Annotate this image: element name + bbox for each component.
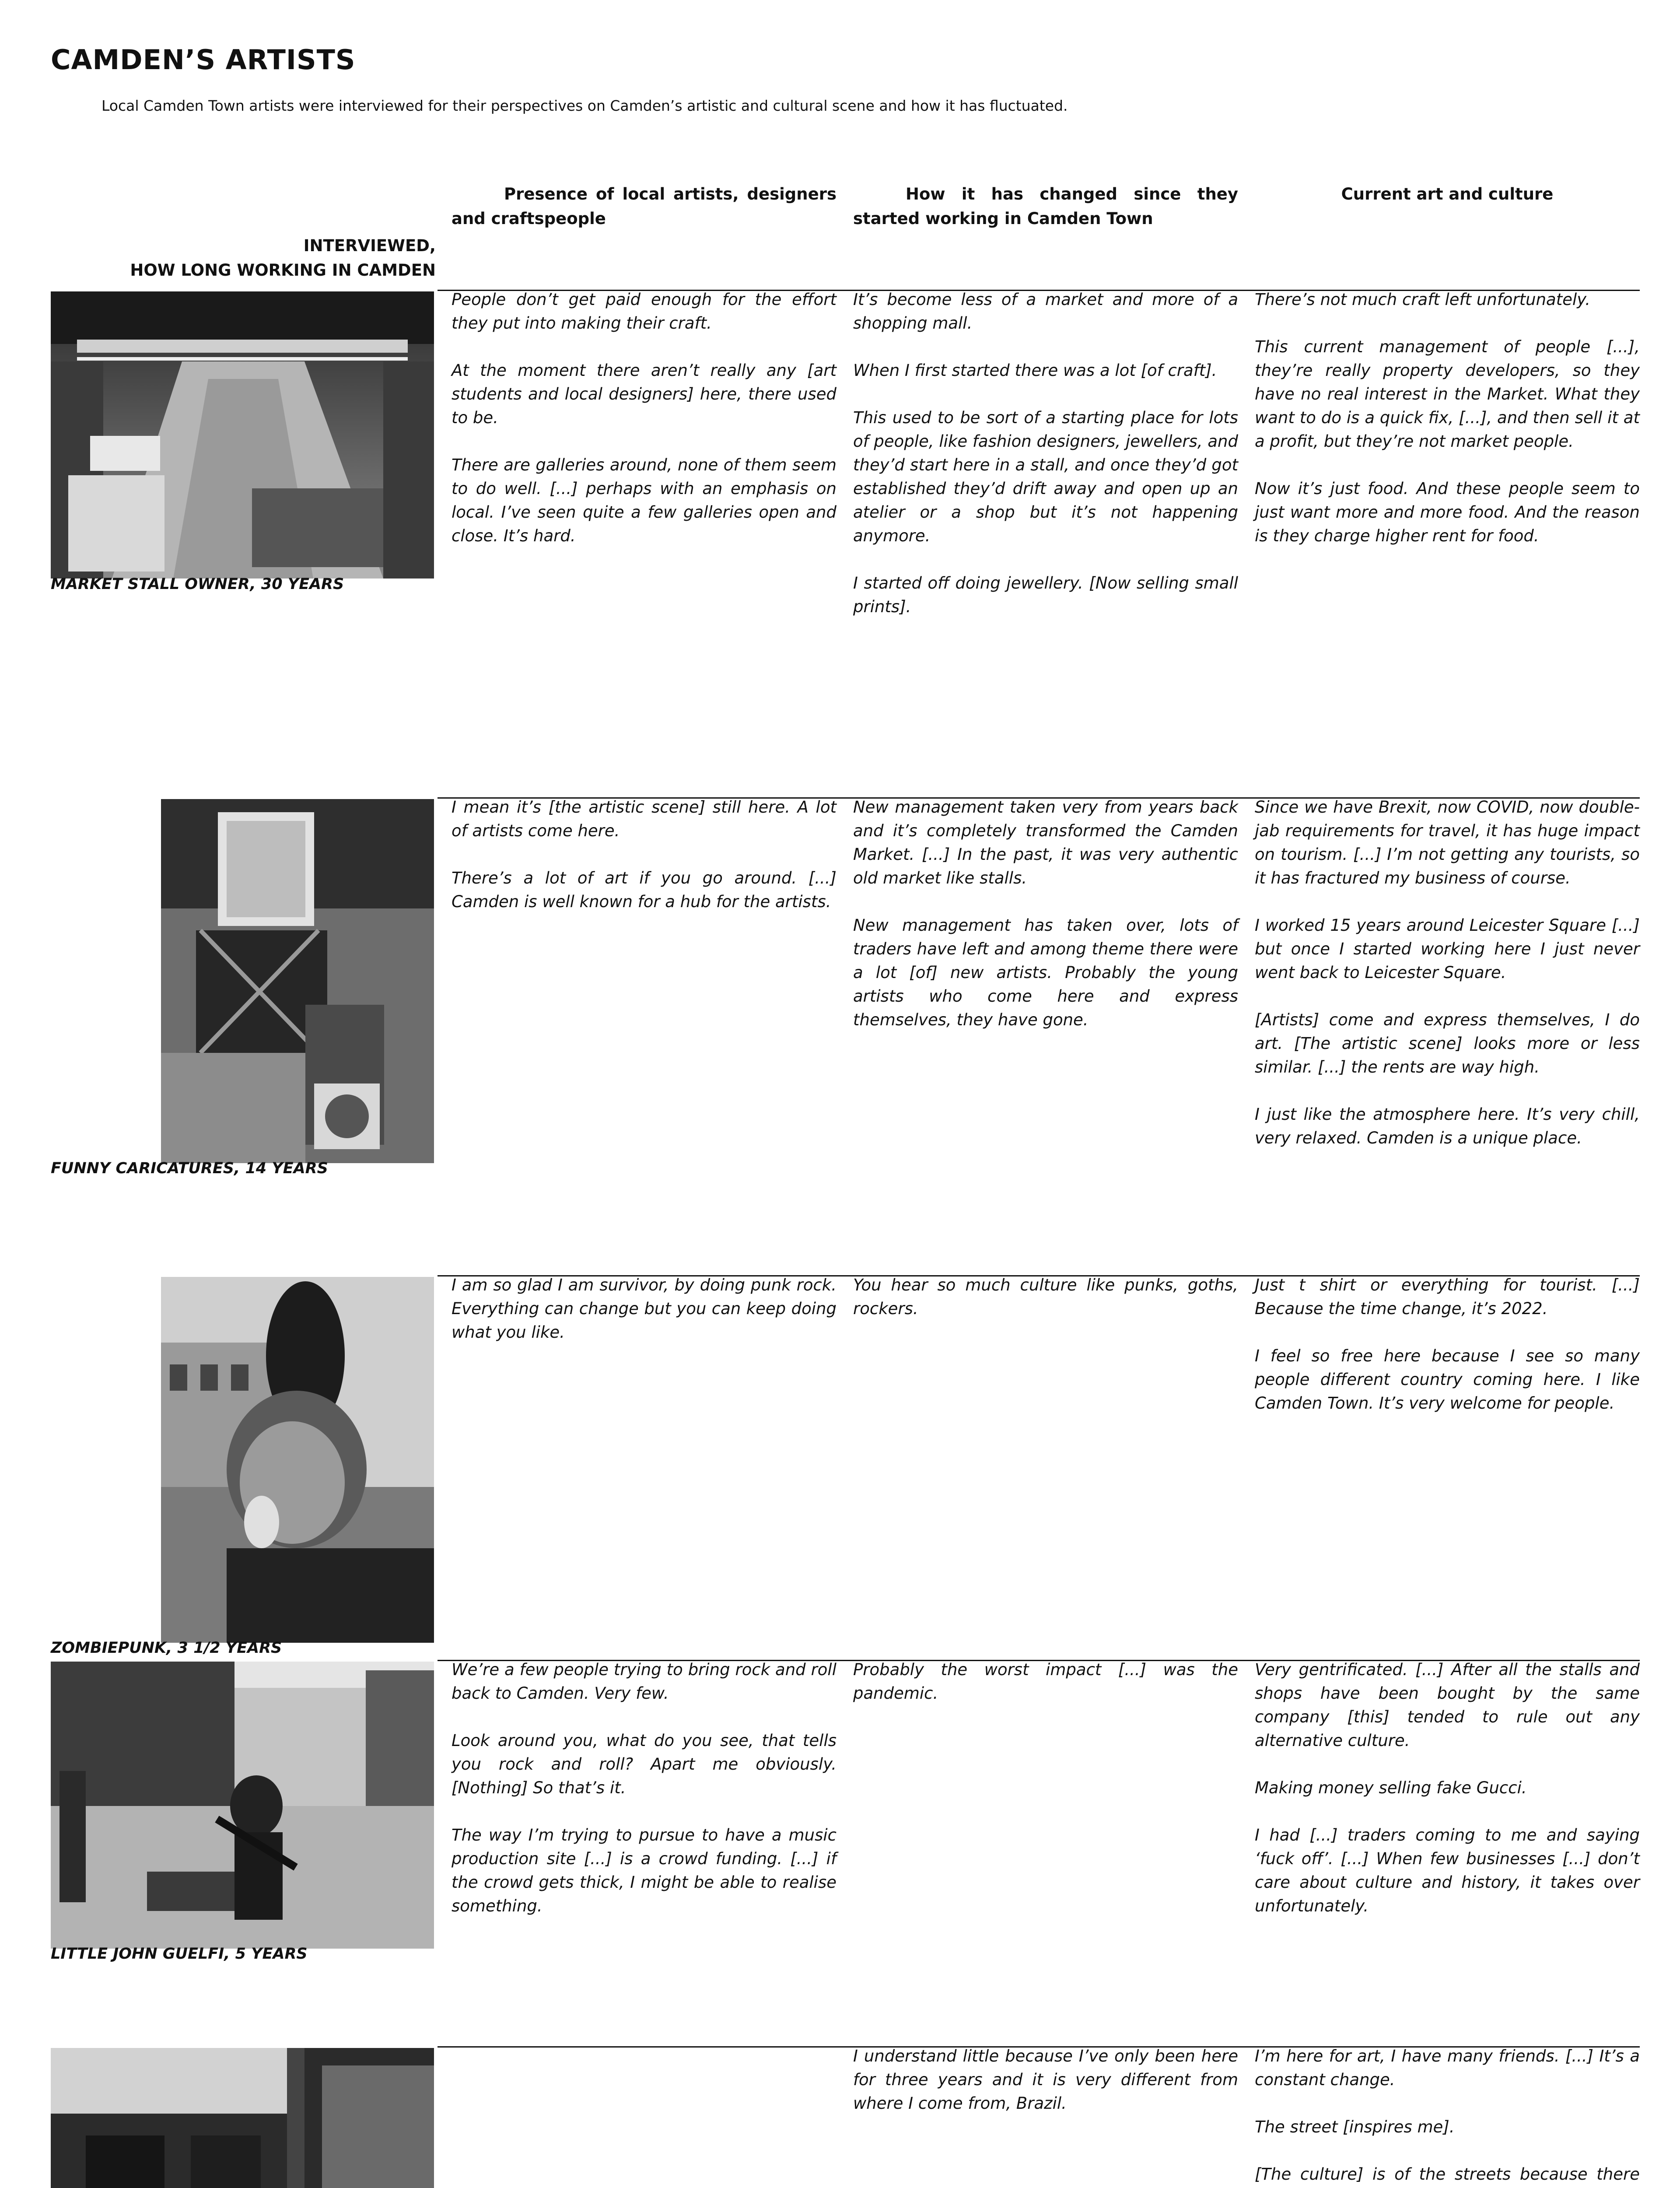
row5-change-text: I understand little because I’ve only been here for three years and it is very different from where I come from, Brazil. xyxy=(853,2047,1238,2113)
row1-change-text: It’s become less of a market and more of a shopping mall. When I first started there was a lot [of craft]. This used to be sort of a starting place for lots of people, like fashion designers, jewellers, and they’d start here in a stall, and once they’d got established they’d drift away and open up an atelier or a shop but it’s not happening anymore. I started off doing jewellery. [Now selling small prints]. xyxy=(853,290,1238,616)
interviewee-caption: MARKET STALL OWNER, 30 YEARS xyxy=(51,575,344,593)
interviewee-caption: LITTLE JOHN GUELFI, 5 YEARS xyxy=(51,1945,308,1963)
page-subtitle: Local Camden Town artists were interviewed for their perspectives on Camden’s artistic and cultural scene and how it has fluctuated. xyxy=(102,97,1068,114)
interviewee-caption: ZOMBIEPUNK, 3 1/2 YEARS xyxy=(51,1639,282,1657)
column-header-presence: Presence of local artists, designers and craftspeople xyxy=(452,185,836,228)
interviewee-caption: FUNNY CARICATURES, 14 YEARS xyxy=(51,1160,328,1177)
row2-change-text: New management taken very from years back and it’s completely transformed the Camden Market. [...] In the past, it was very authentic old market like stalls. New management has taken over, lots of traders have left and among theme there were a lot [of] new artists. Probably the young artists who come here and express themselves, they have gone. xyxy=(853,798,1238,1029)
row4-current-text: Very gentrificated. [...] After all the stalls and shops have been bought by the same company [this] tended to rule out any alternative culture. Making money selling fake Gucci. I had [...] traders coming to me and saying ‘fuck off’. [...] When few businesses [...] don’t care about culture and history, it takes over unfortunately. xyxy=(1255,1660,1640,1915)
zombiepunk-portrait-photo xyxy=(161,1277,434,1643)
page-title: CAMDEN’S ARTISTS xyxy=(51,44,356,76)
row3-change-text: You hear so much culture like punks, goths, rockers. xyxy=(853,1276,1238,1318)
row3-current-text: Just t shirt or everything for tourist. [...] Because the time change, it’s 2022. I feel so free here because I see so many people different country coming here. I like Camden Town. It’s very welcome for people. xyxy=(1255,1276,1640,1413)
market-hall-photo xyxy=(51,291,434,579)
guitarist-street-photo xyxy=(51,1662,434,1949)
interviewee-column-header xyxy=(51,234,436,283)
row2-current-text: Since we have Brexit, now COVID, now double-jab requirements for travel, it has huge impact on tourism. [...] I’m not getting any tourists, so it has fractured my business of course. I worked 15 years around Leicester Square [...] but once I started working here I just never went back to Leicester Square. [Artists] come and express themselves, I do art. [The artistic scene] looks more or less similar. [...] the rents are way high. I just like the atmosphere here. It’s very chill, very relaxed. Camden is a unique place. xyxy=(1255,798,1640,1147)
row1-presence-text: People don’t get paid enough for the effort they put into making their craft. At the moment there aren’t really any [art students and local designers] here, there used to be. There are galleries around, none of them seem to do well. [...] perhaps with an emphasis on local. I’ve seen quite a few galleries open and close. It’s hard. xyxy=(452,290,836,545)
row2-presence-text: I mean it’s [the artistic scene] still here. A lot of artists come here. There’s a lot of art if you go around. [...] Camden is well known for a hub for the artists. xyxy=(452,798,836,911)
caricature-stall-photo xyxy=(161,799,434,1163)
row4-presence-text: We’re a few people trying to bring rock and roll back to Camden. Very few. Look around you, what do you see, that tells you rock and roll? Apart me obviously. [Nothing] So that’s it. The way I’m trying to pursue to have a music production site [...] is a crowd funding. [...] if the crowd gets thick, I might be able to realise something. xyxy=(452,1660,836,1915)
column-header-change: How it has changed since they started working in Camden Town xyxy=(853,185,1238,228)
art-display-storefront-photo xyxy=(51,2048,434,2188)
row1-current-text: There’s not much craft left unfortunately. This current management of people [...], they’re really property developers, so they have no real interest in the Market. What they want to do is a quick fix, [...], and then sell it at a profit, but they’re not market people. Now it’s just food. And these people seem to just want more and more food. And the reason is they charge higher rent for food. xyxy=(1255,290,1640,545)
interviewee-header-line2: HOW LONG WORKING IN CAMDEN xyxy=(130,261,436,280)
row4-change-text: Probably the worst impact [...] was the pandemic. xyxy=(853,1660,1238,1703)
column-header-current: Current art and culture xyxy=(1341,185,1554,203)
row5-current-text: I’m here for art, I have many friends. [...] It’s a constant change. The street [inspires me]. [The culture] is of the streets because there xyxy=(1255,2047,1640,2184)
row3-presence-text: I am so glad I am survivor, by doing punk rock. Everything can change but you can keep doing what you like. xyxy=(452,1276,836,1342)
interviewee-header-line1: INTERVIEWED, xyxy=(303,236,436,255)
